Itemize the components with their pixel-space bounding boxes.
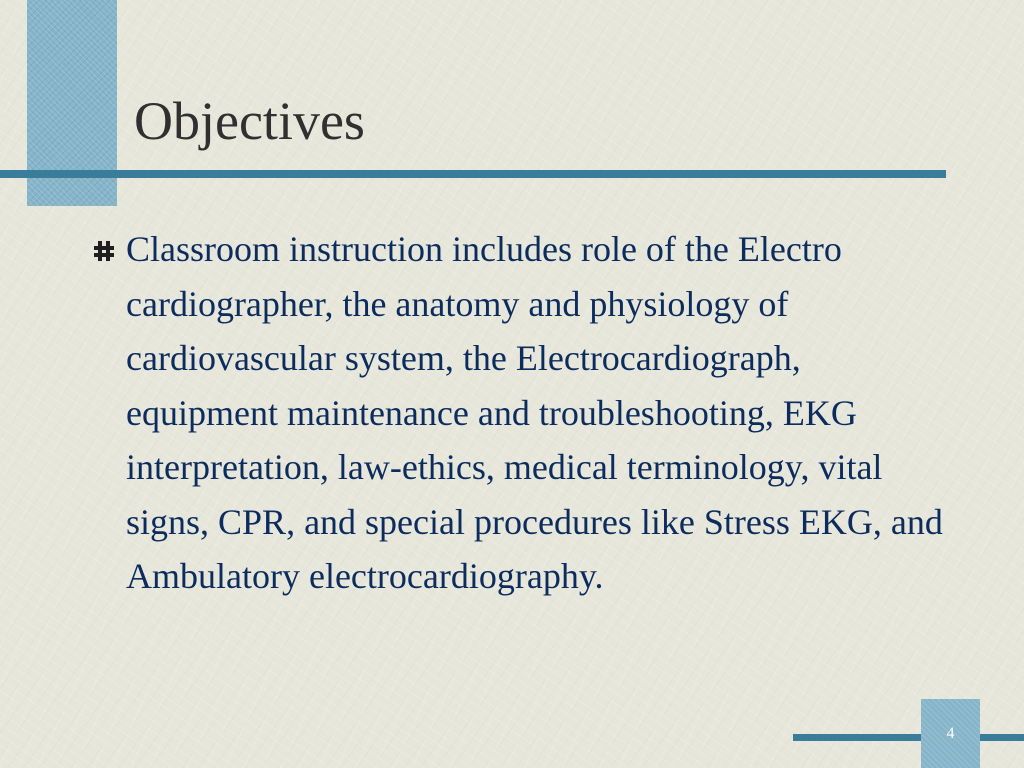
title-divider bbox=[0, 170, 946, 178]
page-number: 4 bbox=[946, 725, 955, 742]
bullet-list bbox=[88, 222, 948, 604]
slide-title: Objectives bbox=[134, 91, 365, 151]
hash-bullet-icon bbox=[92, 239, 116, 263]
page-number-box bbox=[921, 699, 980, 768]
bullet-text: Classroom instruction includes role of the Electro cardiographer, the anatomy and physiology of cardiovascular system, the Electrocardiograph, equipment maintenance and troubleshooting, EKG interpretation, law-ethics, medical terminology, vital signs, CPR, and special procedures like Stress EKG, and Ambulatory electrocardiography. bbox=[126, 229, 943, 596]
bullet-item bbox=[88, 222, 948, 604]
footer-divider-right bbox=[980, 734, 1024, 741]
footer-divider-left bbox=[793, 734, 923, 741]
